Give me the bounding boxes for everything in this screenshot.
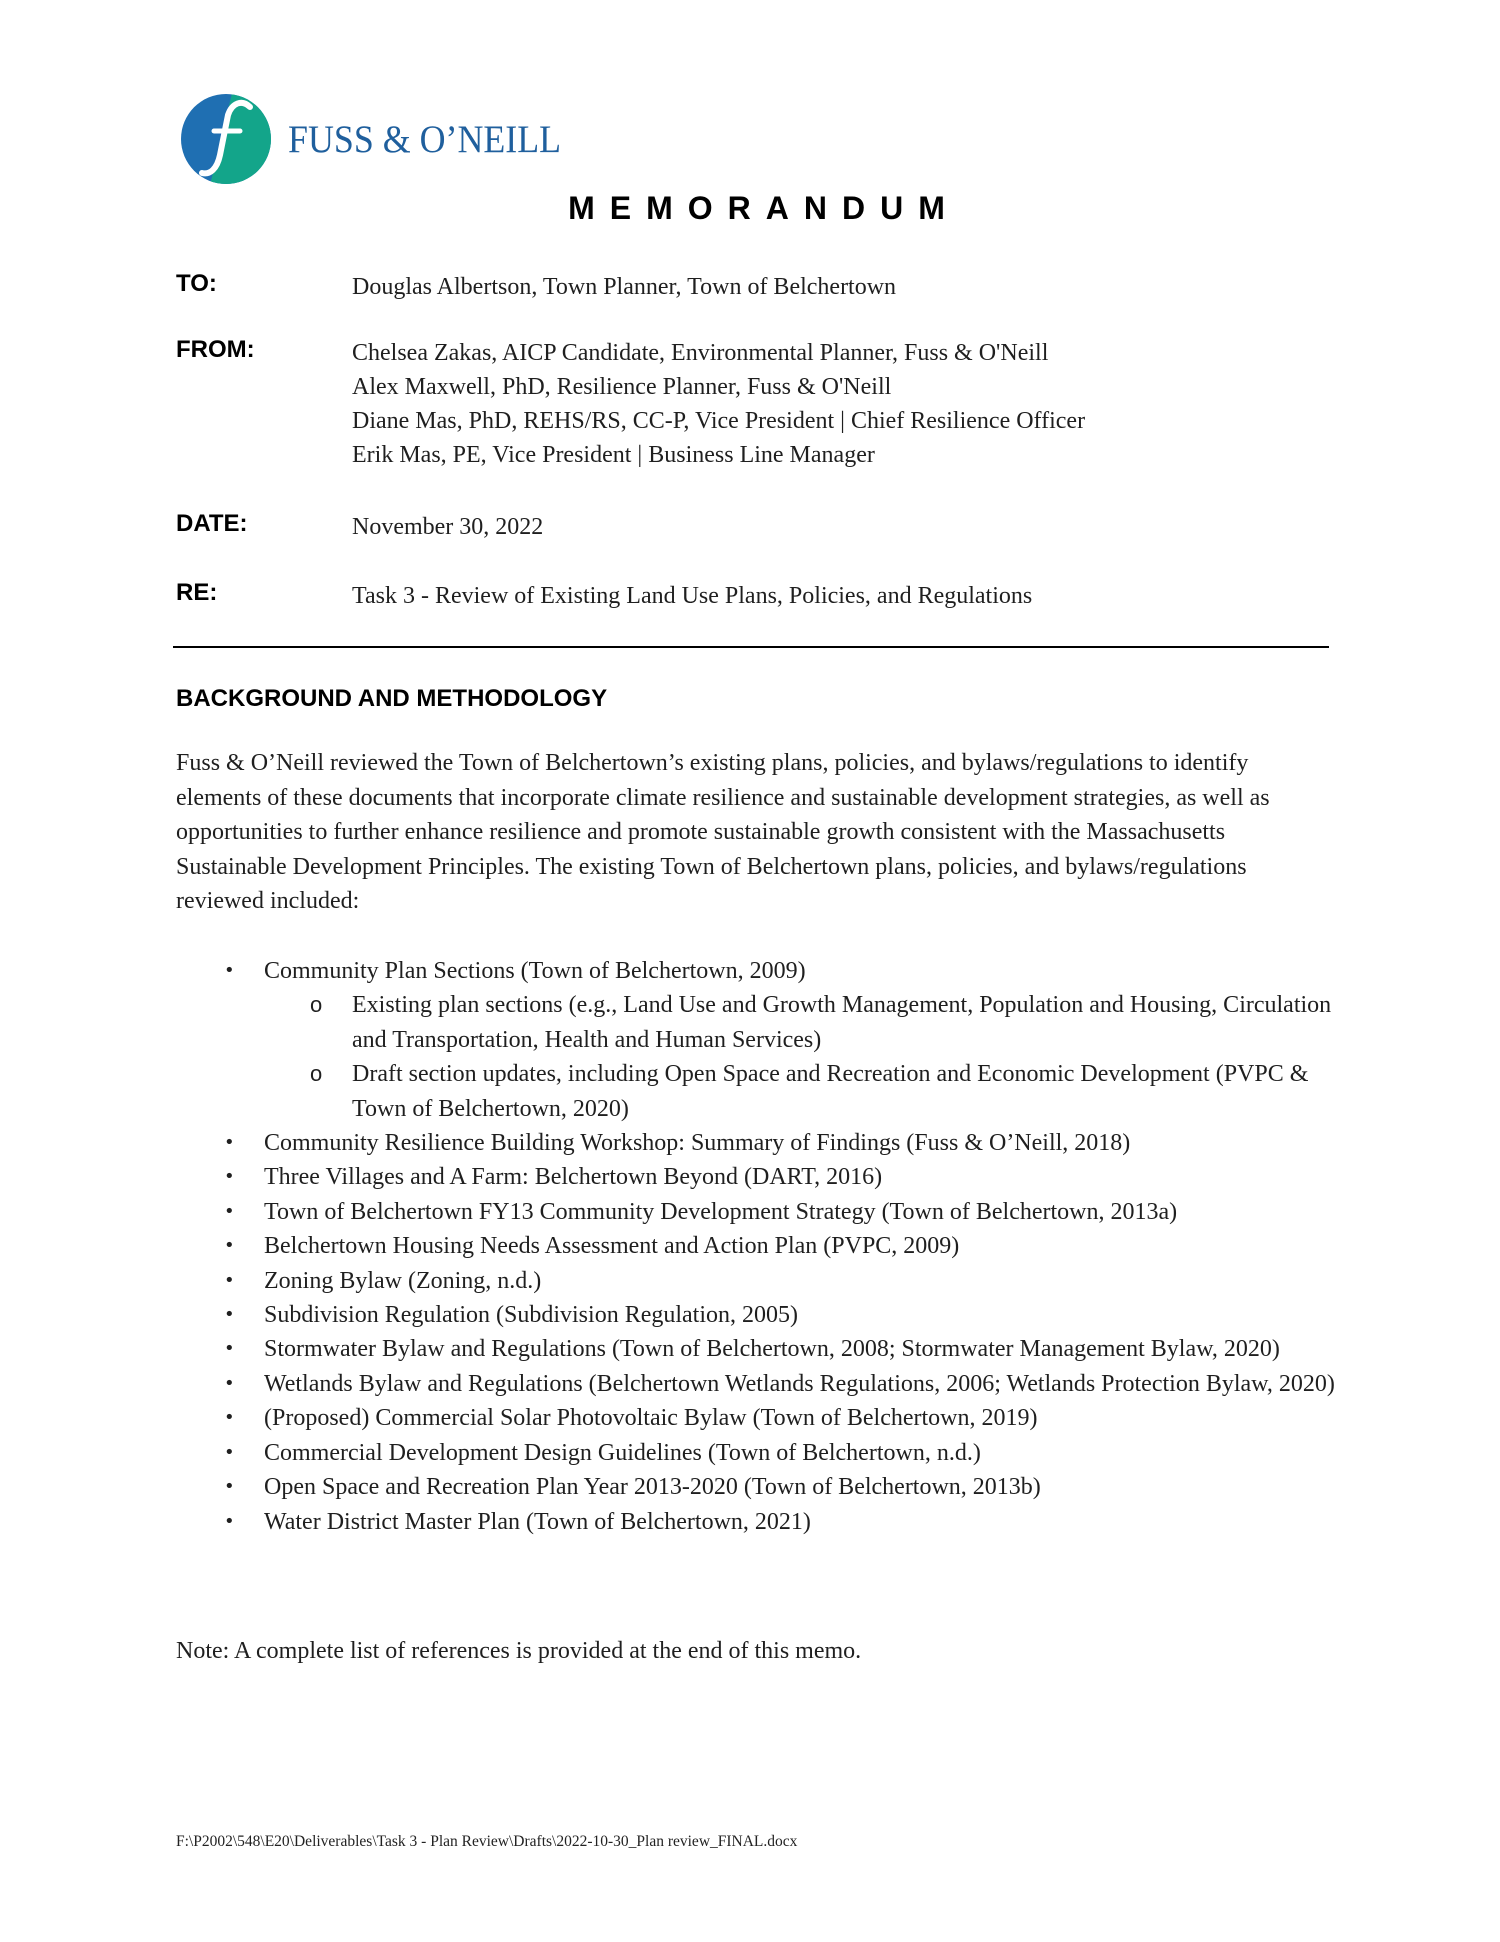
list-subitem-text: Existing plan sections (e.g., Land Use and Growth Management, Population and Housing, Circulation and Transportation, Health and Human Services) bbox=[352, 992, 1332, 1053]
from-line: Alex Maxwell, PhD, Resilience Planner, Fuss & O'Neill bbox=[352, 374, 892, 400]
re-value: Task 3 - Review of Existing Land Use Plans, Policies, and Regulations bbox=[352, 583, 1033, 609]
section-heading: BACKGROUND AND METHODOLOGY bbox=[176, 685, 608, 712]
list-item bbox=[176, 1298, 1336, 1332]
list-subitem bbox=[176, 1057, 1336, 1126]
list-subitem-text: Draft section updates, including Open Space and Recreation and Economic Development (PVPC & Town of Belchertown, 2020) bbox=[352, 1061, 1309, 1122]
from-label: FROM: bbox=[176, 336, 255, 363]
references-note: Note: A complete list of references is provided at the end of this memo. bbox=[176, 1638, 862, 1664]
list-item bbox=[176, 1436, 1336, 1470]
list-item bbox=[176, 1401, 1336, 1435]
re-label: RE: bbox=[176, 579, 218, 606]
bullet-icon: • bbox=[224, 960, 235, 981]
list-item-text: Water District Master Plan (Town of Belchertown, 2021) bbox=[264, 1508, 811, 1535]
date-label: DATE: bbox=[176, 510, 248, 537]
logo-mark-icon bbox=[180, 93, 280, 185]
list-item-text: Stormwater Bylaw and Regulations (Town of Belchertown, 2008; Stormwater Management Bylaw, 2020) bbox=[264, 1336, 1280, 1363]
bullet-icon: • bbox=[224, 1166, 235, 1188]
bullet-icon: • bbox=[224, 1407, 235, 1429]
list-item-text: Commercial Development Design Guidelines (Town of Belchertown, n.d.) bbox=[264, 1439, 981, 1466]
list-subitem bbox=[176, 988, 1336, 1057]
list-item-text: Belchertown Housing Needs Assessment and Action Plan (PVPC, 2009) bbox=[264, 1233, 960, 1260]
list-item-text: Community Resilience Building Workshop: Summary of Findings (Fuss & O’Neill, 2018) bbox=[264, 1130, 1131, 1157]
list-item-text: Subdivision Regulation (Subdivision Regulation, 2005) bbox=[264, 1302, 798, 1329]
list-item-text: Community Plan Sections (Town of Belchertown, 2009) bbox=[264, 958, 806, 984]
logo-wordmark: FUSS & O’NEILL bbox=[288, 118, 562, 161]
list-item bbox=[176, 1195, 1336, 1229]
to-label: TO: bbox=[176, 270, 217, 297]
sub-bullet-icon: o bbox=[310, 1061, 323, 1087]
list-item bbox=[176, 1126, 1336, 1160]
date-value: November 30, 2022 bbox=[352, 514, 544, 540]
bullet-icon: • bbox=[224, 1200, 235, 1222]
list-item bbox=[176, 1470, 1336, 1504]
to-value: Douglas Albertson, Town Planner, Town of Belchertown bbox=[352, 274, 897, 300]
bullet-icon: • bbox=[224, 1476, 235, 1498]
bullet-icon: • bbox=[224, 1441, 235, 1463]
plans-list bbox=[176, 954, 1336, 1539]
bullet-icon: • bbox=[224, 1372, 235, 1394]
bullet-icon: • bbox=[224, 1269, 235, 1291]
list-item bbox=[176, 1505, 1336, 1539]
body-paragraph: Fuss & O’Neill reviewed the Town of Belchertown’s existing plans, policies, and bylaws/regulations to identify elements of these documents that incorporate climate resilience and sustainable development strategies, as well as opportunities to further enhance resilience and promote sustainable growth consistent with the Massachusetts Sustainable Development Principles. The existing Town of Belchertown plans, policies, and bylaws/regulations reviewed included: bbox=[176, 750, 1270, 914]
from-line: Chelsea Zakas, AICP Candidate, Environmental Planner, Fuss & O'Neill bbox=[352, 340, 1049, 366]
list-item-text: Wetlands Bylaw and Regulations (Belchertown Wetlands Regulations, 2006; Wetlands Protection Bylaw, 2020) bbox=[264, 1370, 1335, 1397]
list-item-text: Zoning Bylaw (Zoning, n.d.) bbox=[264, 1267, 542, 1294]
bullet-icon: • bbox=[224, 1338, 235, 1360]
list-item-text: Town of Belchertown FY13 Community Development Strategy (Town of Belchertown, 2013a) bbox=[264, 1198, 1178, 1225]
list-item-text: Three Villages and A Farm: Belchertown Beyond (DART, 2016) bbox=[264, 1164, 883, 1191]
from-line: Erik Mas, PE, Vice President | Business Line Manager bbox=[352, 442, 875, 468]
list-item bbox=[176, 1229, 1336, 1263]
bullet-icon: • bbox=[224, 1132, 235, 1154]
company-logo bbox=[180, 93, 562, 185]
header-divider bbox=[173, 646, 1329, 648]
list-item bbox=[176, 1160, 1336, 1194]
sub-bullet-icon: o bbox=[310, 992, 323, 1018]
list-item bbox=[176, 1332, 1336, 1366]
from-values bbox=[352, 336, 1085, 472]
list-item-text: (Proposed) Commercial Solar Photovoltaic Bylaw (Town of Belchertown, 2019) bbox=[264, 1405, 1038, 1432]
list-item bbox=[176, 1264, 1336, 1298]
file-path-footer: F:\P2002\548\E20\Deliverables\Task 3 - Plan Review\Drafts\2022-10-30_Plan review_FINAL.docx bbox=[176, 1833, 798, 1850]
memo-title: MEMORANDUM bbox=[568, 190, 960, 226]
bullet-icon: • bbox=[224, 1304, 235, 1326]
bullet-icon: • bbox=[224, 1510, 235, 1532]
bullet-icon: • bbox=[224, 1235, 235, 1257]
list-item-text: Open Space and Recreation Plan Year 2013-2020 (Town of Belchertown, 2013b) bbox=[264, 1474, 1041, 1501]
from-line: Diane Mas, PhD, REHS/RS, CC-P, Vice President | Chief Resilience Officer bbox=[352, 408, 1086, 434]
list-item bbox=[176, 954, 1336, 988]
list-item bbox=[176, 1367, 1336, 1401]
